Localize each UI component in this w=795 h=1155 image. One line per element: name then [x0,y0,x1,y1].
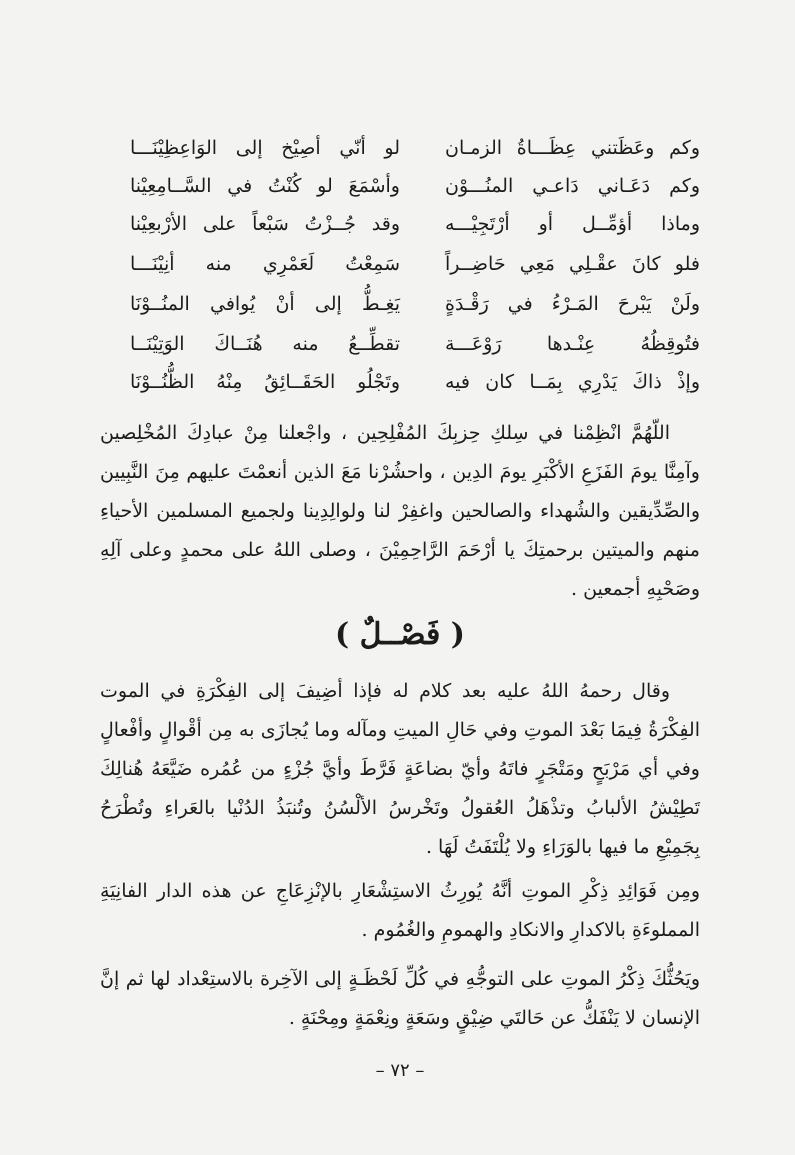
body-paragraph: وقال رحمهُ اللهُ عليه بعد كلام له فإذا أضِيفَ إلى الفِكْرَةِ في الموت الفِكْرَةُ فِيمَا بَعْدَ الموتِ وفي حَالِ الميتِ ومآله وما يُجازَى به مِن أقْوالٍ وأفْعالٍ وفي أي مَرْبَحٍ ومَتْجَرٍ فاتَهُ وأيّ بضاعَةٍ فَرَّطَ وأيَّ جُزْءٍ من عُمُره ضَيَّعَهُ هُنالِكَ تَطِيْشُ الألبابُ وتذْهَلُ العُقولُ وتَخْرسُ الألْسُنُ وتُنبَذُ الدُنْيا بالعَراءِ وتُطْرَحُ بِجَمِيْعِ ما فيها بالوَرَاءِ ولا يُلْتَفَتُ لَهَا . [100,680,700,858]
verse-second-hemistich: سَمِعْتُ لَعَمْرِي منه أنِيْنَـــا [130,253,400,275]
section-heading: ( فَصْــلٌ ) [335,617,465,652]
poem-verse [100,244,700,284]
poem-verse [100,324,700,364]
verse-second-hemistich: يَغِـطُّ إلى أنْ يُوافي المنُــوْنَا [130,293,400,315]
poem-verse [100,204,700,244]
prayer-paragraph: اللّهُمَّ انْظِمْنا في سِلكِ حِزبِكَ المُفْلِحِين ، واجْعلنا مِنْ عبادِكَ المُخْلِصين وآمِنَّا يومَ الفَزَعِ الأكْبَرِ يومَ الدِين ، واحشُرْنا مَعَ الذين أنعمْتَ عليهم مِنَ النَّبِيين والصِّدِّيقين والشُهداء والصالحين واغفِرْ لنا ولوالِدِينا ولجميع المسلمين الأحياءِ منهم والميتين برحمتِكَ يا أرْحَمَ الرَّاحِمِيْنَ ، وصلى اللهُ على محمدٍ وعلى آلِهِ وصَحْبِهِ أجمعين . [100,422,700,600]
poem-verse [100,166,700,206]
body-paragraph: ومِن فَوَائِدِ ذِكْرِ الموتِ أنَّهُ يُورِثُ الاستِشْعَارِ بالإنْزِعَاجِ عن هذه الدار الفانِيَةِ المملوءَةِ بالاكدارِ والانكادِ والهمومِ والغُمُوم . [100,880,700,941]
poem-verse [100,128,700,168]
verse-second-hemistich: تقطِّــعُ منه هُنَــاكَ الوَتِيْنَــا [130,333,400,355]
page-number: – ٧٢ – [375,1060,425,1081]
verse-first-hemistich: ولَنْ يَبْرحَ المَـرْءُ في رَقْـدَةٍ [445,293,700,315]
verse-first-hemistich: وماذا أؤمِّــل أو أرْتَجِيْـــه [445,213,700,235]
verse-first-hemistich: وإذْ ذاكَ يَدْرِي بِمَــا كان فيه [445,371,700,393]
poem-verse [100,284,700,324]
verse-second-hemistich: وأسْمَعَ لو كُنْتُ في السَّــامِعِيْنا [130,175,400,197]
verse-first-hemistich: وكم دَعَـاني دَاعـي المنُـــوْن [445,175,700,197]
verse-second-hemistich: وقد جُــزْتُ سَبْعاً على الأرْبعِيْنا [130,213,400,235]
poem-verse [100,362,700,402]
verse-second-hemistich: وتَجْلُو الحَقَــائِقُ مِنْهُ الظُّنُــوْنَا [130,371,400,393]
body-paragraph: ويَحُثُّكَ ذِكْرُ الموتِ على التوجُّهِ في كُلِّ لَحْظَـةٍ إلى الآخِرة بالاستِعْداد لها ثم إنَّ الإنسان لا يَنْفَكُّ عن حَالتَي ضِيْقٍ وسَعَةٍ ونِعْمَةٍ ومِحْنَةٍ . [100,968,700,1029]
page-content [100,0,700,1155]
verse-second-hemistich: لو أنّي أصِيْخ إلى الوَاعِظِيْنَـــا [130,137,400,159]
verse-first-hemistich: وكم وعَظَتني عِظَـــاةُ الزمـان [445,137,700,159]
verse-first-hemistich: فلو كانَ عقْـلِي مَعِي حَاضِــراً [445,253,700,275]
verse-first-hemistich: فتُوقِظُهُ عِنْـدها رَوْعَـــة [445,333,700,355]
